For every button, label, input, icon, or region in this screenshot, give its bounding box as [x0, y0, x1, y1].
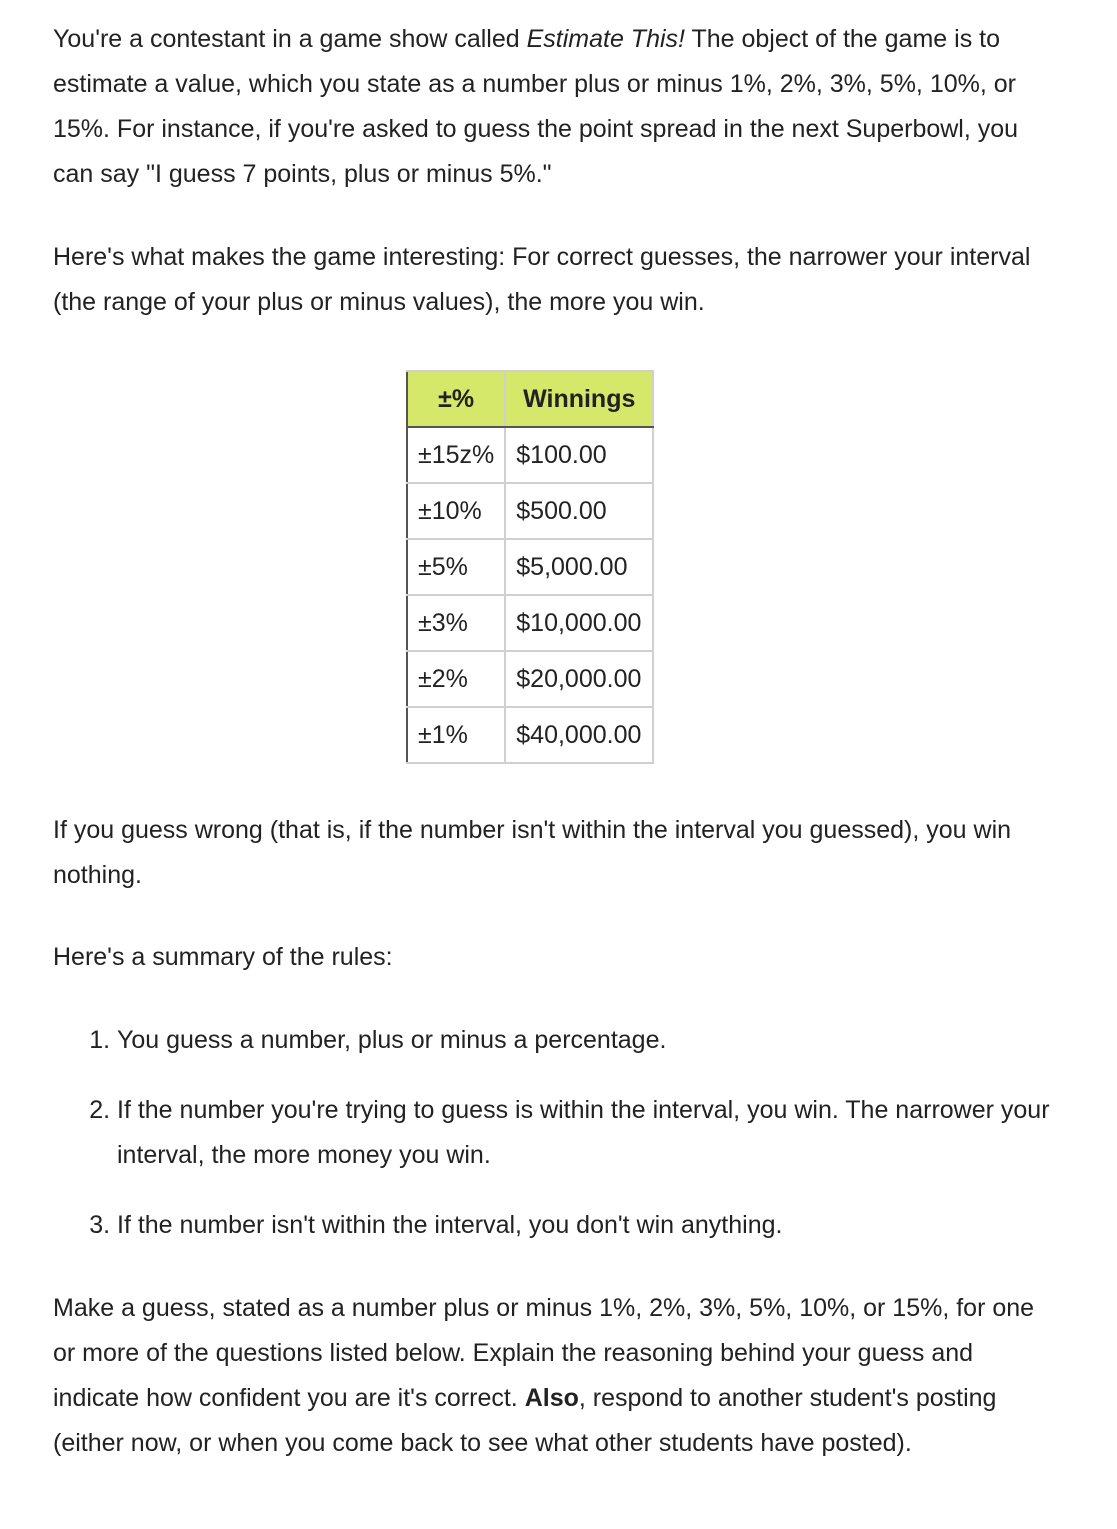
- table-row: [407, 651, 653, 707]
- list-item: 1. You guess a number, plus or minus a percentage.: [117, 1018, 1063, 1063]
- row-winnings: $10,000.00: [505, 595, 653, 651]
- show-name: Estimate This!: [526, 25, 685, 53]
- header-winnings: Winnings: [505, 371, 653, 427]
- intro-text-1: You're a contestant in a game show called: [53, 25, 527, 53]
- document: [53, 17, 1063, 1466]
- row-winnings: $500.00: [505, 483, 653, 539]
- intro-text-2: The object of the game is to estimate a value, which you state as a number plus or minus 1%, 2%, 3%, 5%, 10%, or 15%. For instance, if you're asked to guess the point spread in the next Superbowl, you can say "I guess 7 points, plus or minus 5%.": [53, 25, 1019, 188]
- interesting-paragraph: Here's what makes the game interesting: For correct guesses, the narrower your interval (the range of your plus or minus values), the more you win.: [53, 243, 1031, 316]
- table-row: [407, 483, 653, 539]
- summary-heading: Here's a summary of the rules:: [53, 943, 393, 971]
- instructions-text-1: Make a guess, stated as a number plus or minus 1%, 2%, 3%, 5%, 10%, or 15%, for one or more of the questions listed below. Explain the reasoning behind your guess and indicate how confident you are it's correct.: [53, 1294, 1035, 1412]
- table-row: [407, 595, 653, 651]
- rules-list: [53, 1018, 1063, 1248]
- table-row: [407, 707, 653, 763]
- intro-paragraph: [53, 17, 1063, 197]
- list-item: 3. If the number isn't within the interval, you don't win anything.: [117, 1203, 1063, 1248]
- row-percent: ±3%: [407, 595, 505, 651]
- table-row: [407, 539, 653, 595]
- instructions-bold: Also: [524, 1384, 579, 1412]
- header-percent: ±%: [407, 371, 505, 427]
- row-percent: ±10%: [407, 483, 505, 539]
- instructions-text-2: , respond to another student's posting (either now, or when you come back to see what other students have posted).: [53, 1384, 997, 1457]
- row-winnings: $100.00: [505, 427, 653, 483]
- row-percent: ±1%: [407, 707, 505, 763]
- row-percent: ±5%: [407, 539, 505, 595]
- row-winnings: $5,000.00: [505, 539, 653, 595]
- row-winnings: $20,000.00: [505, 651, 653, 707]
- instructions-paragraph: [53, 1286, 1063, 1466]
- winnings-table: [406, 370, 654, 764]
- table-header-row: [407, 371, 653, 427]
- wrong-guess-paragraph: If you guess wrong (that is, if the number isn't within the interval you guessed), you win nothing.: [53, 816, 1012, 889]
- list-item: 2. If the number you're trying to guess is within the interval, you win. The narrower your interval, the more money you win.: [117, 1088, 1063, 1178]
- row-percent: ±2%: [407, 651, 505, 707]
- table-row: [407, 427, 653, 483]
- winnings-table-container: [406, 370, 662, 764]
- row-winnings: $40,000.00: [505, 707, 653, 763]
- row-percent: ±15z%: [407, 427, 505, 483]
